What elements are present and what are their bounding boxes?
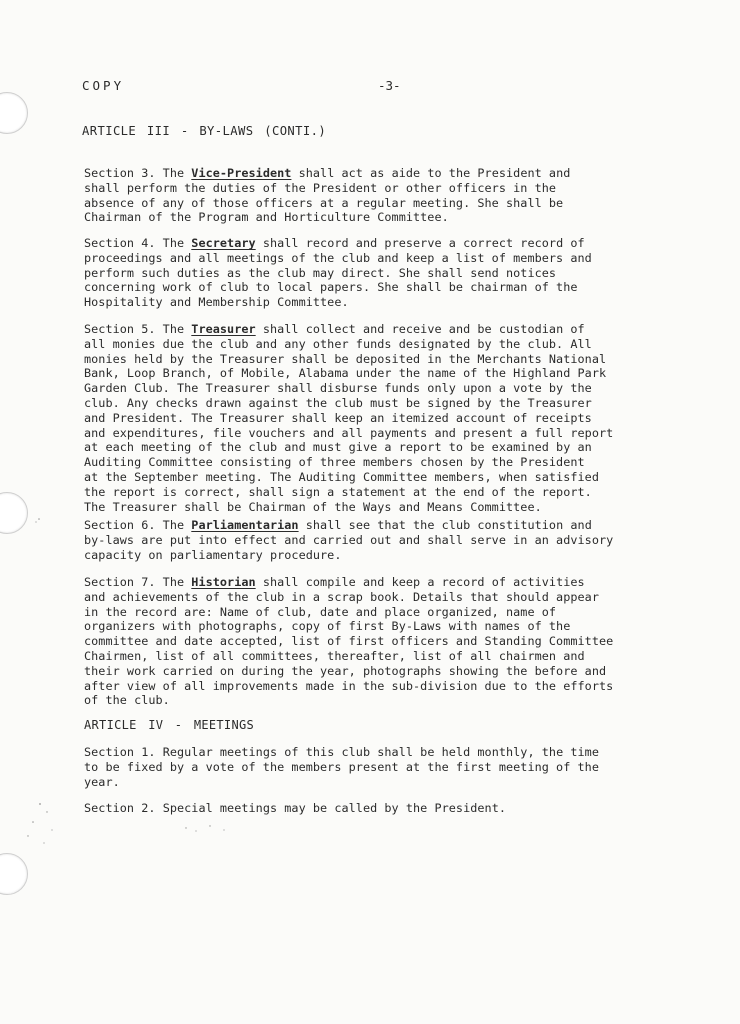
- body-line: of the club.: [84, 693, 170, 708]
- section-heading: Section 6.: [84, 518, 156, 532]
- section-heading: Section 2.: [84, 801, 156, 815]
- article-iv-section-2: [84, 801, 700, 816]
- body-line: The Treasurer shall be Chairman of the Ways and Means Committee.: [84, 499, 542, 514]
- section-heading: Section 3.: [84, 166, 156, 180]
- body-line: monies held by the Treasurer shall be deposited in the Merchants National: [84, 351, 607, 366]
- body-line: committee and date accepted, list of first officers and Standing Committee: [84, 634, 614, 649]
- office-title: Secretary: [191, 236, 256, 250]
- punch-hole-middle: [0, 492, 28, 534]
- section-heading: Section 7.: [84, 575, 156, 589]
- body-line: shall record and preserve a correct record of: [262, 236, 585, 250]
- punch-hole-top: [0, 92, 28, 134]
- body-line: the report is correct, shall sign a statement at the end of the report.: [84, 484, 592, 499]
- body-line: shall collect and receive and be custodian of: [262, 322, 585, 336]
- section-heading: Section 5.: [84, 322, 156, 336]
- body-line: Garden Club. The Treasurer shall disburse funds only upon a vote by the: [84, 381, 592, 396]
- page-number: -3-: [378, 78, 401, 93]
- article-iv-title: ARTICLE IV - MEETINGS: [84, 718, 255, 732]
- body-line: Chairmen, list of all committees, thereafter, list of all chairmen and: [84, 648, 585, 663]
- body-line: and achievements of the club in a scrap book. Details that should appear: [84, 589, 599, 604]
- body-line: perform such duties as the club may direct. She shall send notices: [84, 265, 557, 280]
- body-line: at the September meeting. The Auditing Committee members, when satisfied: [84, 469, 599, 484]
- body-line: in the record are: Name of club, date and place organized, name of: [84, 604, 557, 619]
- body-line: after view of all improvements made in the sub-division due to the efforts: [84, 678, 614, 693]
- body-line: at each meeting of the club and must give a report to be examined by an: [84, 440, 592, 455]
- body-line: absence of any of those officers at a regular meeting. She shall be: [84, 195, 564, 210]
- body-line: and expenditures, file vouchers and all payments and present a full report: [84, 425, 614, 440]
- section-3: Section 3. The Vice-President shall act as aide to the President and shall perform the duties of the President or other officers in the absence of any of those officers at a regular meeting. She shall be Chairman of the Program and Horticulture Committee.: [84, 166, 700, 225]
- section-heading: Section 4.: [84, 236, 156, 250]
- body-line: concerning work of club to local papers. She shall be chairman of the: [84, 280, 578, 295]
- body-line: shall act as aide to the President and: [298, 166, 571, 180]
- section-6: Section 6. The Parliamentarian shall see that the club constitution and by-laws are put into effect and carried out and shall serve in an advisory capacity on parliamentary procedure.: [84, 518, 700, 562]
- article-iv-section-1: [84, 745, 700, 789]
- office-title: Historian: [191, 575, 256, 589]
- body-line: organizers with photographs, copy of first By-Laws with names of the: [84, 619, 571, 634]
- body-line: Regular meetings of this club shall be held monthly, the time: [162, 745, 599, 759]
- office-title: Parliamentarian: [191, 518, 299, 532]
- section-7: Section 7. The Historian shall compile and keep a record of activities and achievements of the club in a scrap book. Details that should appear in the record are: Name of club, date and place organized, name of organizers with photographs, copy of first By-Laws with names of the committee and date accepted, list of first officers and Standing Committee Chairmen, list of all committees, thereafter, list of all chairmen and their work carried on during the year, photographs showing the before and after view of all improvements made in the sub-division due to the efforts of the club.: [84, 575, 700, 708]
- office-title: Vice-President: [191, 166, 292, 180]
- body-line: and President. The Treasurer shall keep an itemized account of receipts: [84, 410, 592, 425]
- body-line: Bank, Loop Branch, of Mobile, Alabama under the name of the Highland Park: [84, 366, 607, 381]
- page-header: [82, 78, 658, 98]
- office-title: Treasurer: [191, 322, 256, 336]
- body-line: all monies due the club and any other funds designated by the club. All: [84, 336, 592, 351]
- body-line: to be fixed by a vote of the members present at the first meeting of the: [84, 759, 599, 774]
- punch-hole-bottom: [0, 853, 28, 895]
- section-4: Section 4. The Secretary shall record and preserve a correct record of proceedings and all meetings of the club and keep a list of members and perform such duties as the club may direct. She shall send notices concerning work of club to local papers. She shall be chairman of the Hospitality and Membership Committee.: [84, 236, 700, 310]
- section-heading: Section 1.: [84, 745, 156, 759]
- body-line: shall see that the club constitution and: [305, 518, 592, 532]
- body-line: proceedings and all meetings of the club and keep a list of members and: [84, 250, 592, 265]
- body-line: shall compile and keep a record of activities: [262, 575, 585, 589]
- body-line: year.: [84, 774, 120, 789]
- body-line: shall perform the duties of the President or other officers in the: [84, 180, 557, 195]
- body-line: their work carried on during the year, photographs showing the before and: [84, 663, 607, 678]
- body-line: club. Any checks drawn against the club must be signed by the Treasurer: [84, 395, 592, 410]
- body-line: Special meetings may be called by the President.: [162, 801, 506, 815]
- body-line: Hospitality and Membership Committee.: [84, 295, 349, 310]
- section-5: Section 5. The Treasurer shall collect and receive and be custodian of all monies due the club and any other funds designated by the club. All monies held by the Treasurer shall be deposited in the Merchants National Bank, Loop Branch, of Mobile, Alabama under the name of the Highland Park Garden Club. The Treasurer shall disburse funds only upon a vote by the club. Any checks drawn against the club must be signed by the Treasurer and President. The Treasurer shall keep an itemized account of receipts and expenditures, file vouchers and all payments and present a full report at each meeting of the club and must give a report to be examined by an Auditing Committee consisting of three members chosen by the President at the September meeting. The Auditing Committee members, when satisfied the report is correct, shall sign a statement at the end of the report. The Treasurer shall be Chairman of the Ways and Means Committee.: [84, 322, 700, 514]
- body-line: by-laws are put into effect and carried out and shall serve in an advisory: [84, 532, 614, 547]
- article-iii-title: ARTICLE III - BY-LAWS (CONTI.): [82, 124, 327, 138]
- body-line: capacity on parliamentary procedure.: [84, 547, 342, 562]
- copy-label: COPY: [82, 78, 125, 93]
- body-line: Chairman of the Program and Horticulture Committee.: [84, 210, 449, 225]
- body-line: Auditing Committee consisting of three members chosen by the President: [84, 455, 585, 470]
